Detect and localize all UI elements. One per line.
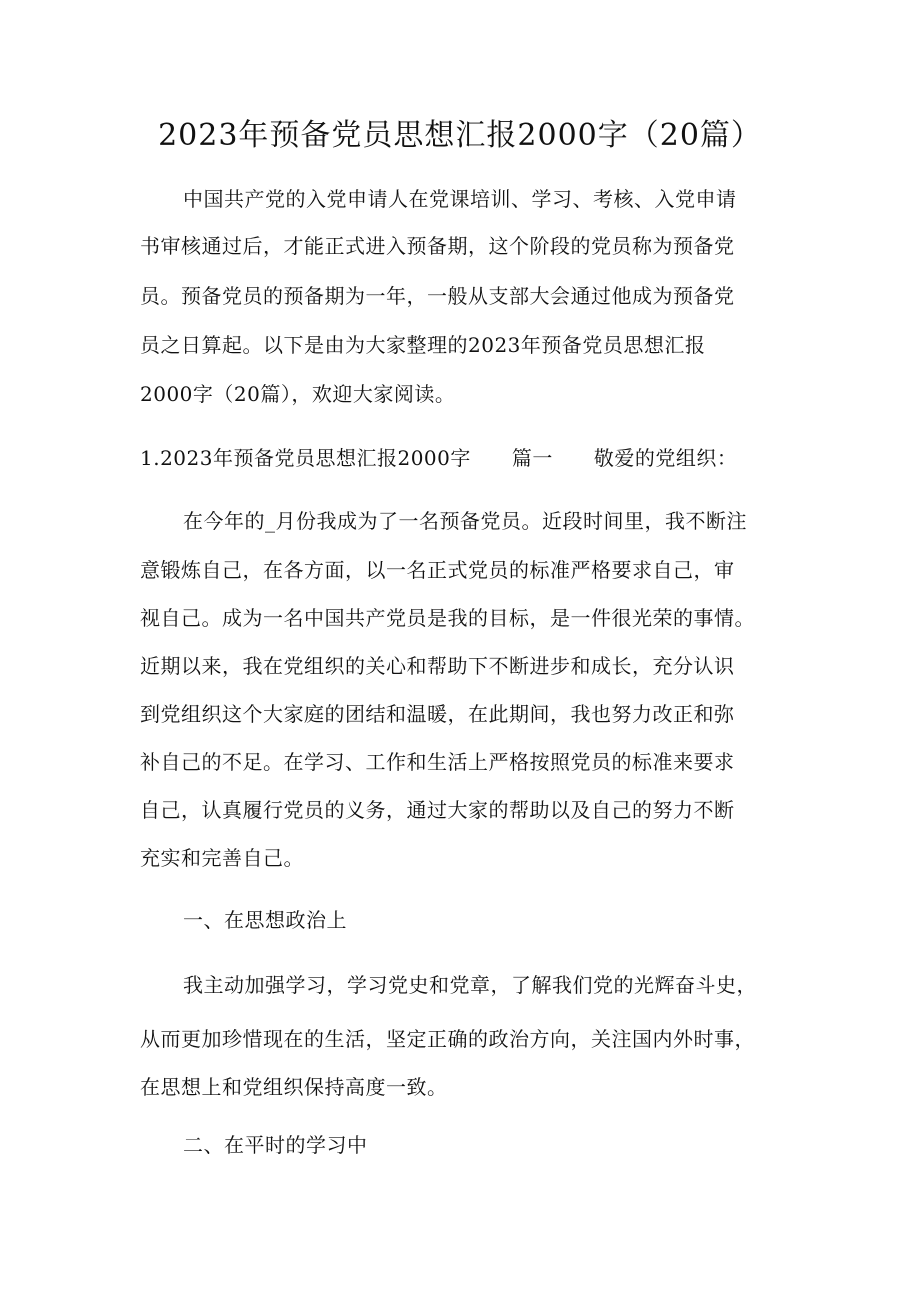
para1-line-1: 在今年的_月份我成为了一名预备党员。近段时间里，我不断注 <box>183 509 747 533</box>
subheading-2: 二、在平时的学习中 <box>183 1133 368 1157</box>
para1-line-8: 充实和完善自己。 <box>140 846 304 870</box>
subheading-1: 一、在思想政治上 <box>183 908 347 932</box>
para1-line-4: 近期以来，我在党组织的关心和帮助下不断进步和成长，充分认识 <box>140 654 735 678</box>
para1-line-6: 补自己的不足。在学习、工作和生活上严格按照党员的标准来要求 <box>140 750 735 774</box>
intro-line-3: 员。预备党员的预备期为一年，一般从支部大会通过他成为预备党 <box>140 284 735 308</box>
para1-line-2: 意锻炼自己，在各方面，以一名正式党员的标准严格要求自己，审 <box>140 558 735 582</box>
para2-line-1: 我主动加强学习，学习党史和党章，了解我们党的光辉奋斗史， <box>183 973 757 997</box>
intro-line-1: 中国共产党的入党申请人在党课培训、学习、考核、入党申请 <box>183 187 737 211</box>
para2-line-3: 在思想上和党组织保持高度一致。 <box>140 1075 448 1099</box>
para2-line-2: 从而更加珍惜现在的生活，坚定正确的政治方向，关注国内外时事， <box>140 1027 755 1051</box>
para1-line-5: 到党组织这个大家庭的团结和温暖，在此期间，我也努力改正和弥 <box>140 702 735 726</box>
para1-line-3: 视自己。成为一名中国共产党员是我的目标，是一件很光荣的事情。 <box>140 606 755 630</box>
intro-line-5: 2000字（20篇），欢迎大家阅读。 <box>140 382 456 406</box>
section-heading: 1.2023年预备党员思想汇报2000字 篇一 敬爱的党组织： <box>140 446 738 470</box>
document-title: 2023年预备党员思想汇报2000字（20篇） <box>158 118 762 153</box>
para1-line-7: 自己，认真履行党员的义务，通过大家的帮助以及自己的努力不断 <box>140 798 735 822</box>
intro-line-4: 员之日算起。以下是由为大家整理的2023年预备党员思想汇报 <box>140 333 706 357</box>
intro-line-2: 书审核通过后，才能正式进入预备期，这个阶段的党员称为预备党 <box>140 234 735 258</box>
